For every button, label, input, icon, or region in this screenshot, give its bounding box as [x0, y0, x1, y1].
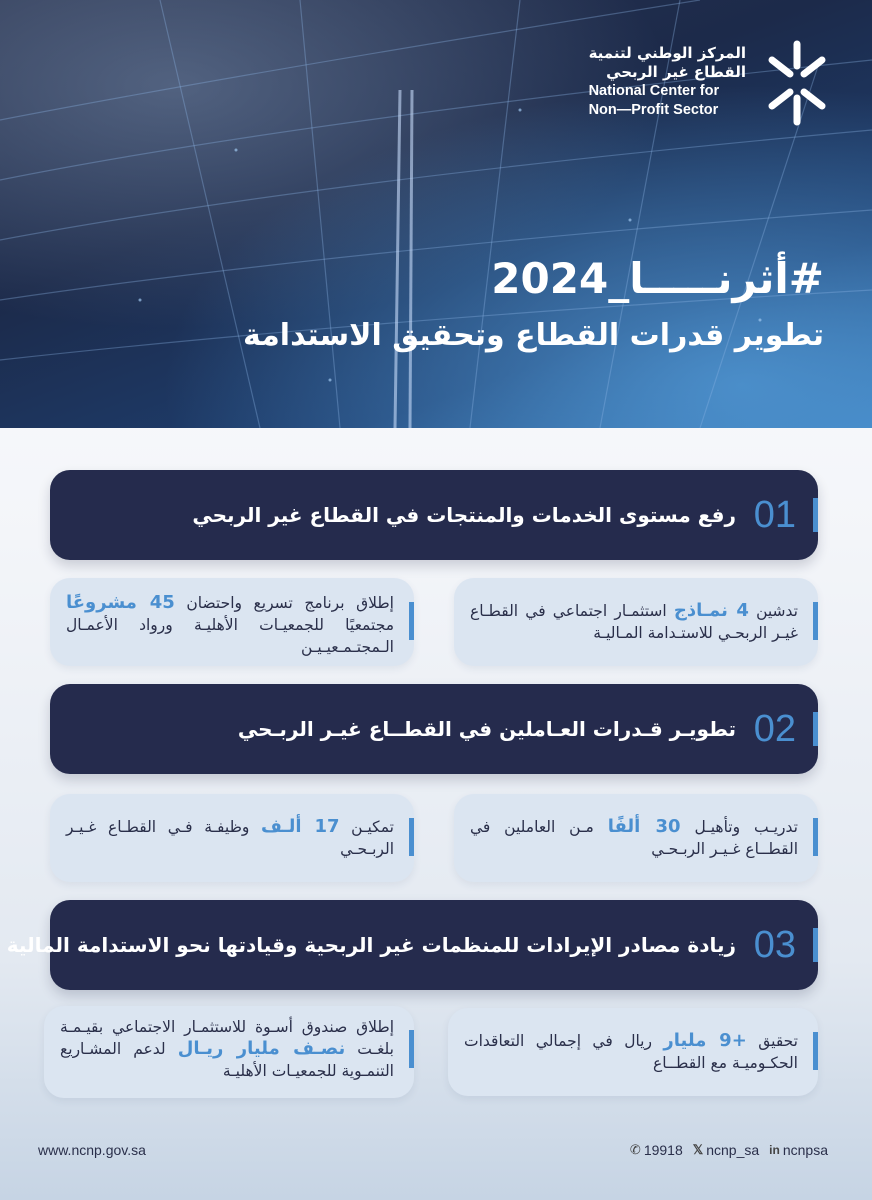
section-3-header: [6, 900, 818, 990]
accent-bar: [409, 1030, 414, 1068]
x-link[interactable]: [693, 1142, 759, 1158]
org-name-ar-line2: القطاع غير الربحي: [606, 63, 746, 81]
item-text: إطلاق صندوق أسـوة للاستثمـار الاجتماعي بقيـمـة بلغـت نصـف مليار ريـال لدعم المشـاريع التنمـوية للجمعيـات الأهليـة: [60, 1018, 394, 1080]
linkedin-link[interactable]: [769, 1142, 828, 1158]
item-highlight: 45 مشروعًا: [66, 592, 175, 613]
item-highlight: 17 ألـف: [261, 816, 340, 837]
item-text: إطلاق برنامج تسريع واحتضان 45 مشروعًا مجتمعيًا للجمعيـات الأهليـة ورواد الأعمـال الـمجتـمـعيـيـن: [66, 592, 394, 656]
item-text: تدشين 4 نمـاذج استثمـار اجتماعي في القطـاع غيـر الربحـي للاستـدامة المـاليـة: [470, 600, 798, 642]
x-handle: ncnp_sa: [706, 1142, 760, 1158]
accent-bar: [409, 818, 414, 856]
org-logo: [589, 36, 832, 128]
item-highlight: +9 مليار: [663, 1030, 747, 1051]
phone-icon: ✆: [629, 1142, 641, 1157]
section-1-item-1: [454, 578, 818, 666]
item-highlight: نصـف مليار ريـال: [177, 1038, 346, 1059]
section-number: 02: [753, 707, 796, 750]
item-text: تمكيـن 17 ألـف وظيفـة فـي القطـاع غـيـر الربـحـي: [66, 816, 394, 858]
phone-contact[interactable]: [630, 1142, 683, 1158]
campaign-hashtag: #أثرنـــــا_2024: [491, 254, 824, 303]
social-links: [630, 1142, 828, 1158]
website-link[interactable]: www.ncnp.gov.sa: [38, 1142, 146, 1158]
item-text: تحقيق +9 مليار ريال في إجمالي التعاقدات الحكـوميـة مع القطــاع: [464, 1030, 798, 1072]
org-name-en-line1: National Center for: [588, 83, 720, 99]
section-2-item-2: [50, 794, 414, 882]
section-number: 03: [753, 923, 796, 966]
section-title: زيادة مصادر الإيرادات للمنظمات غير الربحية وقيادتها نحو الاستدامة المالية: [6, 933, 736, 957]
phone-number: 19918: [643, 1142, 683, 1158]
org-name-en-line2: Non—Profit Sector: [588, 102, 719, 118]
accent-bar: [813, 712, 818, 746]
linkedin-handle: ncnpsa: [782, 1142, 828, 1158]
section-title: رفع مستوى الخدمات والمنتجات في القطاع غير الربحي: [192, 503, 736, 527]
section-1-header: [50, 470, 818, 560]
org-name-ar-line1: المركز الوطني لتنمية: [588, 44, 746, 62]
accent-bar: [813, 498, 818, 532]
footer: [0, 1138, 872, 1164]
ncnp-logo-mark-icon: [762, 36, 832, 128]
item-highlight: 30 ألفًا: [607, 816, 681, 837]
x-logo-icon: 𝕏: [692, 1142, 704, 1157]
accent-bar: [813, 928, 818, 962]
item-text: تدريـب وتأهيـل 30 ألفًا مـن العاملين في القطــاع غـيـر الربـحـي: [470, 816, 798, 858]
page-subtitle: تطوير قدرات القطاع وتحقيق الاستدامة: [243, 318, 824, 353]
section-3-item-2: [44, 1006, 414, 1098]
accent-bar: [813, 1032, 818, 1070]
hero-banner: [0, 0, 872, 428]
section-title: تطويـر قـدرات العـاملين في القطــاع غيـر الربـحي: [237, 717, 736, 741]
item-highlight: 4 نمـاذج: [673, 600, 749, 621]
accent-bar: [813, 602, 818, 640]
org-name: [589, 44, 746, 120]
linkedin-icon: in: [769, 1143, 780, 1157]
section-number: 01: [753, 493, 796, 536]
section-2-header: [50, 684, 818, 774]
accent-bar: [813, 818, 818, 856]
section-2-item-1: [454, 794, 818, 882]
section-3-item-1: [448, 1008, 818, 1096]
section-1-item-2: [50, 578, 414, 666]
accent-bar: [409, 602, 414, 640]
